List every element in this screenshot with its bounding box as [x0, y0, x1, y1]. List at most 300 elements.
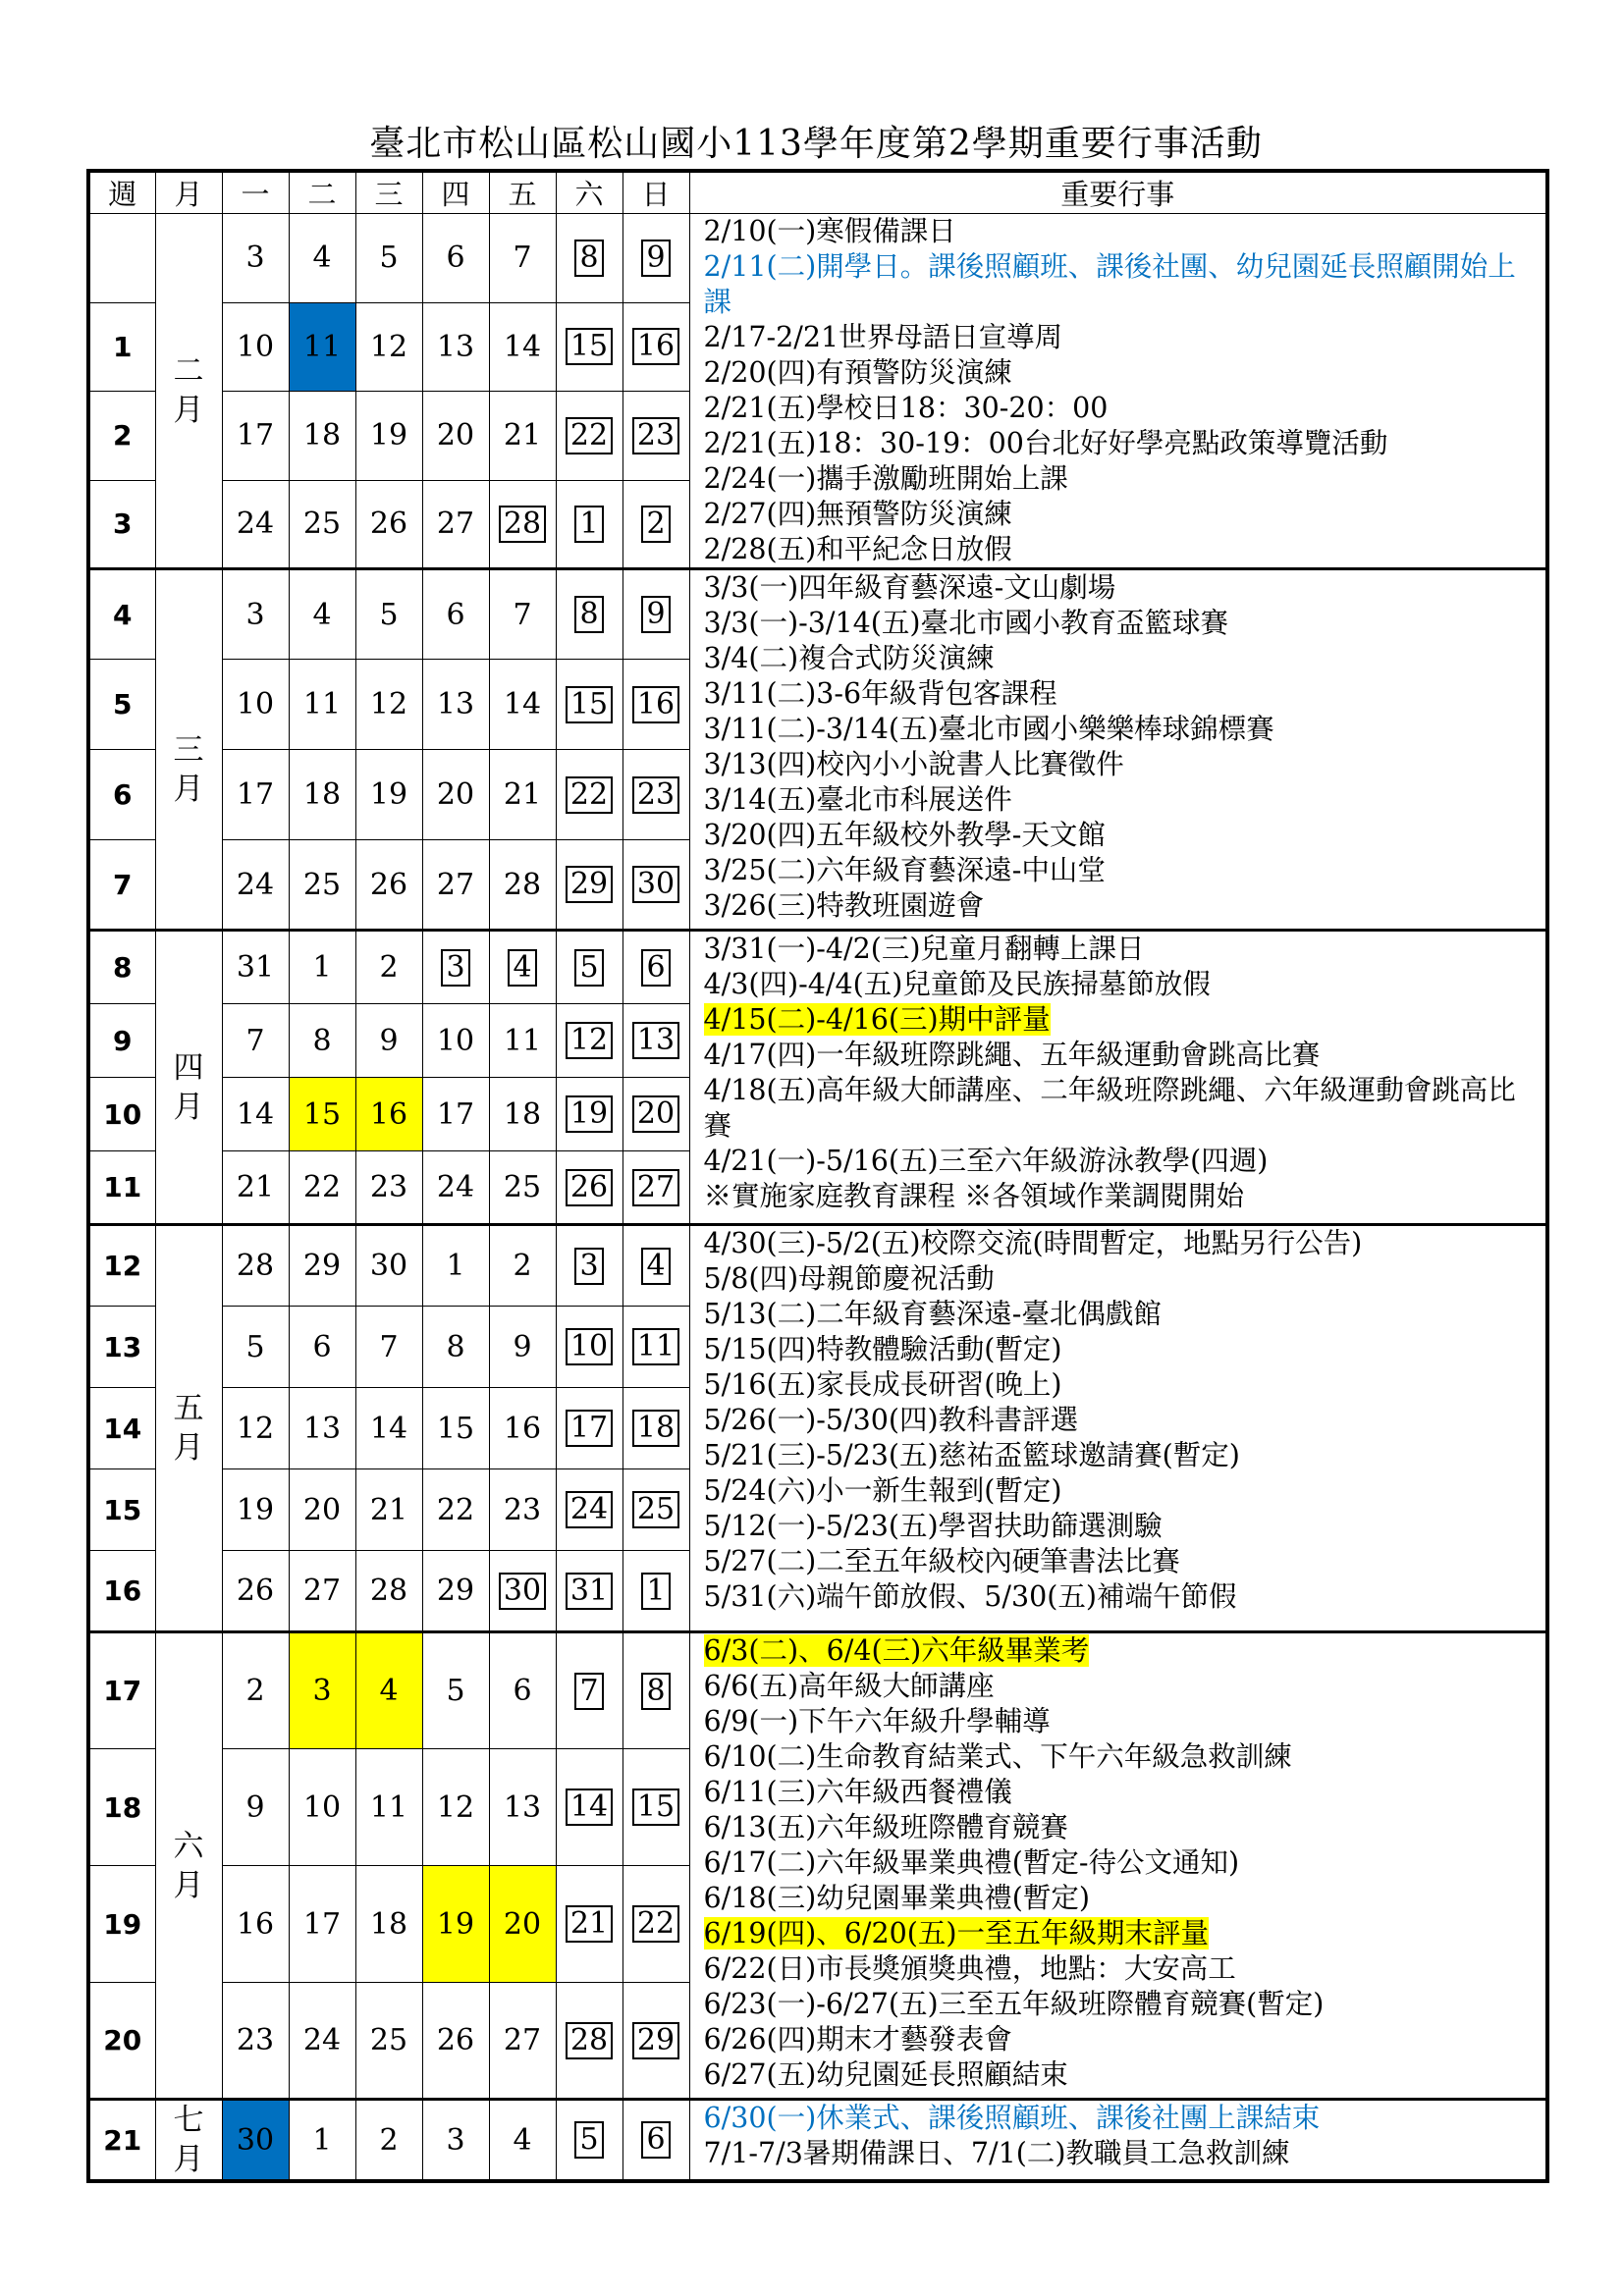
event-item [704, 1775, 1543, 1810]
col-header-sat: 六 [556, 171, 623, 214]
day-cell: 5 [355, 569, 422, 660]
holiday-date: 25 [632, 1491, 679, 1528]
event-item [704, 712, 1543, 747]
day-cell: 27 [289, 1551, 355, 1632]
day-cell: 20 [422, 750, 489, 840]
day-cell [623, 392, 689, 481]
event-text: 2/10(一)寒假備課日 [703, 215, 956, 247]
day-cell: 10 [422, 1004, 489, 1078]
event-text: 3/26(三)特教班園遊會 [703, 889, 985, 922]
day-cell [556, 750, 623, 840]
day-cell: 17 [422, 1078, 489, 1151]
day-cell: 9 [222, 1749, 289, 1866]
event-text: 5/13(二)二年級育藝深遠-臺北偶戲館 [703, 1298, 1162, 1330]
day-cell: 16 [355, 1078, 422, 1151]
day-cell [623, 1551, 689, 1632]
day-cell [556, 1632, 623, 1749]
day-cell: 24 [222, 480, 289, 569]
day-cell: 14 [489, 302, 556, 392]
week-number: 20 [88, 1983, 155, 2100]
day-cell: 5 [355, 214, 422, 303]
day-cell: 13 [489, 1749, 556, 1866]
events-cell [689, 2100, 1547, 2182]
calendar-table [86, 169, 1549, 2183]
day-cell: 7 [489, 569, 556, 660]
holiday-date: 7 [574, 1673, 604, 1710]
holiday-date: 16 [632, 328, 679, 365]
holiday-date: 28 [499, 506, 546, 543]
week-number: 4 [88, 569, 155, 660]
event-text: 3/3(一)-3/14(五)臺北市國小教育盃籃球賽 [703, 607, 1228, 639]
day-cell: 14 [355, 1388, 422, 1469]
event-item [704, 1845, 1543, 1881]
day-cell: 31 [222, 931, 289, 1004]
month-char: 月 [173, 1430, 204, 1466]
event-text: 6/3(二)、6/4(三)六年級畢業考 [703, 1634, 1090, 1667]
holiday-date: 3 [574, 1248, 604, 1285]
holiday-date: 9 [641, 596, 671, 633]
day-cell: 21 [222, 1151, 289, 1225]
month-char: 月 [173, 2142, 204, 2177]
day-cell [556, 840, 623, 931]
holiday-date: 1 [641, 1573, 671, 1610]
event-text: 4/30(三)-5/2(五)校際交流(時間暫定，地點另行公告) [703, 1227, 1363, 1259]
week-number: 8 [88, 931, 155, 1004]
day-cell: 2 [355, 2100, 422, 2182]
col-header-thu: 四 [422, 171, 489, 214]
event-item [704, 1579, 1543, 1615]
day-cell: 16 [222, 1866, 289, 1983]
day-cell: 12 [355, 660, 422, 750]
day-cell [623, 480, 689, 569]
event-text: 5/8(四)母親節慶祝活動 [703, 1262, 995, 1295]
event-text: 6/6(五)高年級大師講座 [703, 1670, 995, 1702]
week-number: 13 [88, 1307, 155, 1388]
event-text: 6/11(三)六年級西餐禮儀 [703, 1776, 1012, 1808]
week-number: 9 [88, 1004, 155, 1078]
day-cell: 11 [289, 302, 355, 392]
day-cell: 5 [422, 1632, 489, 1749]
col-header-sun: 日 [623, 171, 689, 214]
event-item [704, 1226, 1543, 1261]
day-cell: 3 [422, 2100, 489, 2182]
day-cell: 19 [355, 392, 422, 481]
day-cell: 15 [289, 1078, 355, 1151]
day-cell [623, 1469, 689, 1551]
day-cell [623, 931, 689, 1004]
holiday-date: 23 [632, 776, 679, 814]
month-char: 三 [173, 731, 204, 768]
week-number: 18 [88, 1749, 155, 1866]
day-cell: 7 [222, 1004, 289, 1078]
event-text: 6/10(二)生命教育結業式、下午六年級急救訓練 [703, 1740, 1292, 1773]
day-cell: 13 [422, 302, 489, 392]
month-label [155, 931, 222, 1225]
day-cell: 18 [289, 750, 355, 840]
month-label [155, 1632, 222, 2100]
holiday-date: 22 [566, 417, 613, 454]
day-cell: 20 [489, 1866, 556, 1983]
day-cell: 28 [222, 1225, 289, 1307]
events-cell [689, 1225, 1547, 1632]
event-text: 5/15(四)特教體驗活動(暫定) [703, 1333, 1062, 1365]
day-cell: 29 [289, 1225, 355, 1307]
holiday-date: 9 [641, 240, 671, 277]
day-cell: 28 [489, 840, 556, 931]
holiday-date: 24 [566, 1491, 613, 1528]
holiday-date: 23 [632, 417, 679, 454]
day-cell: 27 [422, 840, 489, 931]
week-number: 2 [88, 392, 155, 481]
day-cell [623, 1004, 689, 1078]
day-cell: 19 [422, 1866, 489, 1983]
holiday-date: 29 [632, 2022, 679, 2059]
event-text: 2/28(五)和平紀念日放假 [703, 533, 1012, 565]
event-item [704, 1881, 1543, 1916]
month-char: 月 [173, 1089, 204, 1125]
event-item [704, 2101, 1543, 2136]
event-text: 3/11(二)3-6年級背包客課程 [703, 677, 1057, 710]
day-cell: 6 [422, 569, 489, 660]
day-cell: 23 [355, 1151, 422, 1225]
month-char: 六 [173, 1828, 204, 1864]
event-text: 6/18(三)幼兒園畢業典禮(暫定) [703, 1882, 1090, 1914]
day-cell [623, 214, 689, 303]
event-text: 2/21(五)學校日18：30-20：00 [703, 392, 1109, 424]
holiday-date: 13 [632, 1022, 679, 1059]
holiday-date: 4 [508, 949, 537, 987]
month-label [155, 2100, 222, 2182]
event-item [704, 1633, 1543, 1669]
day-cell [422, 931, 489, 1004]
day-cell [556, 2100, 623, 2182]
week-number: 6 [88, 750, 155, 840]
event-text: 4/15(二)-4/16(三)期中評量 [703, 1003, 1051, 1036]
holiday-date: 15 [566, 328, 613, 365]
day-cell: 2 [355, 931, 422, 1004]
day-cell: 4 [489, 2100, 556, 2182]
holiday-date: 2 [641, 506, 671, 543]
day-cell: 21 [489, 392, 556, 481]
day-cell [556, 1866, 623, 1983]
day-cell [556, 569, 623, 660]
week-row [88, 931, 1547, 1004]
holiday-date: 1 [574, 506, 604, 543]
day-cell: 8 [422, 1307, 489, 1388]
day-cell: 11 [355, 1749, 422, 1866]
event-item [704, 1951, 1543, 1987]
day-cell: 10 [222, 302, 289, 392]
event-item [704, 967, 1543, 1002]
holiday-date: 22 [566, 776, 613, 814]
holiday-date: 8 [574, 240, 604, 277]
day-cell [623, 1632, 689, 1749]
event-text: 4/18(五)高年級大師講座、二年級班際跳繩、六年級運動會跳高比賽 [703, 1074, 1516, 1142]
col-header-fri: 五 [489, 171, 556, 214]
day-cell: 6 [422, 214, 489, 303]
day-cell: 1 [422, 1225, 489, 1307]
event-text: 6/17(二)六年級畢業典禮(暫定-待公文通知) [703, 1846, 1240, 1879]
event-text: 5/24(六)小一新生報到(暫定) [703, 1474, 1062, 1507]
day-cell: 4 [289, 569, 355, 660]
event-text: 6/13(五)六年級班際體育競賽 [703, 1811, 1068, 1843]
day-cell: 12 [355, 302, 422, 392]
holiday-date: 14 [566, 1789, 613, 1826]
header-row [88, 171, 1547, 214]
day-cell: 5 [222, 1307, 289, 1388]
holiday-date: 26 [566, 1169, 613, 1206]
event-item [704, 2136, 1543, 2171]
week-row [88, 1225, 1547, 1307]
day-cell: 20 [422, 392, 489, 481]
event-text: 6/26(四)期末才藝發表會 [703, 2023, 1012, 2056]
day-cell [623, 1866, 689, 1983]
day-cell [556, 214, 623, 303]
day-cell: 22 [289, 1151, 355, 1225]
event-item [704, 782, 1543, 818]
event-item [704, 932, 1543, 967]
day-cell [623, 1388, 689, 1469]
day-cell [556, 1983, 623, 2100]
day-cell [623, 1307, 689, 1388]
col-header-mon: 一 [222, 171, 289, 214]
day-cell: 3 [222, 569, 289, 660]
event-text: 2/20(四)有預警防災演練 [703, 356, 1012, 389]
event-item [704, 497, 1543, 532]
event-item [704, 2057, 1543, 2093]
day-cell [623, 660, 689, 750]
day-cell: 24 [422, 1151, 489, 1225]
holiday-date: 30 [632, 866, 679, 903]
event-item [704, 1509, 1543, 1544]
event-text: 2/21(五)18：30-19：00台北好好學亮點政策導覽活動 [703, 427, 1388, 459]
day-cell: 7 [489, 214, 556, 303]
holiday-date: 21 [566, 1905, 613, 1943]
day-cell: 14 [489, 660, 556, 750]
week-number: 7 [88, 840, 155, 931]
event-item [704, 570, 1543, 606]
day-cell: 6 [289, 1307, 355, 1388]
event-item [704, 1297, 1543, 1332]
event-item [704, 1473, 1543, 1509]
holiday-date: 17 [566, 1410, 613, 1447]
day-cell [623, 1983, 689, 2100]
day-cell: 13 [289, 1388, 355, 1469]
day-cell: 12 [222, 1388, 289, 1469]
day-cell: 2 [222, 1632, 289, 1749]
event-text: 3/25(二)六年級育藝深遠-中山堂 [703, 854, 1106, 886]
day-cell: 24 [289, 1983, 355, 2100]
event-item [704, 1002, 1543, 1038]
day-cell [623, 1225, 689, 1307]
day-cell: 10 [222, 660, 289, 750]
event-text: ※實施家庭教育課程 ※各領域作業調閱開始 [703, 1180, 1245, 1212]
week-number: 11 [88, 1151, 155, 1225]
week-number: 14 [88, 1388, 155, 1469]
day-cell [556, 660, 623, 750]
event-item [704, 1739, 1543, 1775]
event-item [704, 2022, 1543, 2057]
event-text: 5/26(一)-5/30(四)教科書評選 [703, 1404, 1079, 1436]
week-number: 3 [88, 480, 155, 569]
event-text: 3/3(一)四年級育藝深遠-文山劇場 [703, 571, 1116, 604]
holiday-date: 19 [566, 1095, 613, 1133]
day-cell [556, 1469, 623, 1551]
event-item [704, 391, 1543, 426]
event-text: 5/16(五)家長成長研習(晚上) [703, 1368, 1062, 1401]
event-text: 5/31(六)端午節放假、5/30(五)補端午節假 [703, 1580, 1237, 1613]
holiday-date: 22 [632, 1905, 679, 1943]
week-number: 15 [88, 1469, 155, 1551]
day-cell: 4 [289, 214, 355, 303]
event-item [704, 1367, 1543, 1403]
holiday-date: 8 [641, 1673, 671, 1710]
holiday-date: 11 [632, 1328, 679, 1365]
day-cell: 17 [289, 1866, 355, 1983]
event-item [704, 747, 1543, 782]
event-text: 6/9(一)下午六年級升學輔導 [703, 1705, 1051, 1737]
day-cell: 12 [422, 1749, 489, 1866]
day-cell: 23 [222, 1983, 289, 2100]
day-cell: 4 [355, 1632, 422, 1749]
event-text: 3/31(一)-4/2(三)兒童月翻轉上課日 [703, 933, 1145, 965]
month-char: 七 [173, 2103, 204, 2138]
day-cell: 21 [355, 1469, 422, 1551]
col-header-wed: 三 [355, 171, 422, 214]
day-cell: 18 [289, 392, 355, 481]
day-cell: 16 [489, 1388, 556, 1469]
event-item [704, 1144, 1543, 1179]
week-number: 10 [88, 1078, 155, 1151]
event-text: 2/17-2/21世界母語日宣導周 [703, 321, 1063, 353]
holiday-date: 3 [441, 949, 470, 987]
holiday-date: 6 [641, 949, 671, 987]
holiday-date: 10 [566, 1328, 613, 1365]
day-cell: 30 [222, 2100, 289, 2182]
holiday-date: 6 [641, 2121, 671, 2159]
holiday-date: 31 [566, 1573, 613, 1610]
month-char: 二 [173, 353, 204, 389]
day-cell: 20 [289, 1469, 355, 1551]
events-cell [689, 569, 1547, 931]
event-item [704, 1916, 1543, 1951]
day-cell [489, 1551, 556, 1632]
day-cell [556, 1004, 623, 1078]
holiday-date: 29 [566, 866, 613, 903]
holiday-date: 18 [632, 1410, 679, 1447]
event-item [704, 1704, 1543, 1739]
day-cell [623, 302, 689, 392]
day-cell: 25 [289, 840, 355, 931]
event-item [704, 1544, 1543, 1579]
day-cell: 18 [355, 1866, 422, 1983]
day-cell [623, 750, 689, 840]
week-number: 1 [88, 302, 155, 392]
holiday-date: 30 [499, 1573, 546, 1610]
day-cell: 23 [489, 1469, 556, 1551]
month-label [155, 214, 222, 569]
events-cell [689, 214, 1547, 569]
day-cell [489, 931, 556, 1004]
day-cell [623, 1151, 689, 1225]
day-cell [623, 1749, 689, 1866]
holiday-date: 12 [566, 1022, 613, 1059]
day-cell: 26 [355, 480, 422, 569]
holiday-date: 28 [566, 2022, 613, 2059]
holiday-date: 8 [574, 596, 604, 633]
week-row [88, 214, 1547, 303]
event-item [704, 532, 1543, 567]
day-cell: 6 [489, 1632, 556, 1749]
event-item [704, 214, 1543, 249]
event-text: 2/27(四)無預警防災演練 [703, 498, 1012, 530]
col-header-month: 月 [155, 171, 222, 214]
day-cell [556, 1151, 623, 1225]
event-item [704, 606, 1543, 641]
day-cell [623, 840, 689, 931]
event-item [704, 1438, 1543, 1473]
day-cell: 26 [222, 1551, 289, 1632]
month-char: 月 [173, 393, 204, 428]
event-text: 3/4(二)複合式防災演練 [703, 642, 995, 674]
event-item [704, 1403, 1543, 1438]
event-text: 2/11(二)開學日。課後照顧班、課後社團、幼兒園延長照顧開始上課 [703, 250, 1516, 318]
event-text: 3/13(四)校內小小說書人比賽徵件 [703, 748, 1124, 780]
week-number: 21 [88, 2100, 155, 2182]
event-text: 7/1-7/3暑期備課日、7/1(二)教職員工急救訓練 [703, 2137, 1290, 2169]
day-cell [556, 1078, 623, 1151]
day-cell: 25 [489, 1151, 556, 1225]
day-cell [556, 480, 623, 569]
event-text: 4/17(四)一年級班際跳繩、五年級運動會跳高比賽 [703, 1039, 1321, 1071]
day-cell: 3 [289, 1632, 355, 1749]
day-cell: 1 [289, 931, 355, 1004]
event-text: 5/21(三)-5/23(五)慈祐盃籃球邀請賽(暫定) [703, 1439, 1240, 1471]
day-cell [556, 1551, 623, 1632]
event-text: 4/21(一)-5/16(五)三至六年級游泳教學(四週) [703, 1145, 1269, 1177]
day-cell: 15 [422, 1388, 489, 1469]
holiday-date: 15 [632, 1789, 679, 1826]
day-cell: 25 [289, 480, 355, 569]
event-item [704, 853, 1543, 888]
day-cell [556, 1749, 623, 1866]
day-cell: 10 [289, 1749, 355, 1866]
event-text: 3/14(五)臺北市科展送件 [703, 783, 1012, 816]
day-cell: 17 [222, 392, 289, 481]
day-cell: 28 [355, 1551, 422, 1632]
day-cell [556, 302, 623, 392]
day-cell: 29 [422, 1551, 489, 1632]
day-cell: 19 [222, 1469, 289, 1551]
event-item [704, 1669, 1543, 1704]
day-cell: 27 [489, 1983, 556, 2100]
day-cell [623, 2100, 689, 2182]
day-cell: 7 [355, 1307, 422, 1388]
event-text: 5/27(二)二至五年級校內硬筆書法比賽 [703, 1545, 1180, 1577]
day-cell: 22 [422, 1469, 489, 1551]
week-number: 12 [88, 1225, 155, 1307]
events-cell [689, 931, 1547, 1225]
event-item [704, 355, 1543, 391]
event-item [704, 818, 1543, 853]
event-item [704, 1332, 1543, 1367]
day-cell: 24 [222, 840, 289, 931]
day-cell: 13 [422, 660, 489, 750]
day-cell: 26 [355, 840, 422, 931]
holiday-date: 4 [641, 1248, 671, 1285]
col-header-tue: 二 [289, 171, 355, 214]
day-cell [556, 931, 623, 1004]
